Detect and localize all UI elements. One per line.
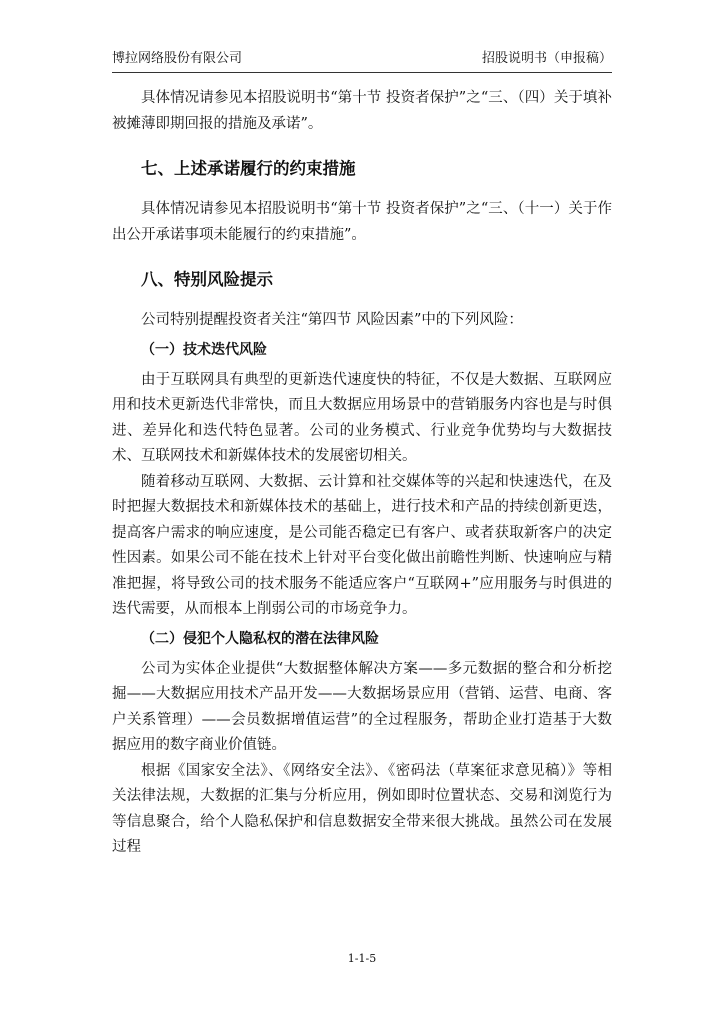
subsection-2-paragraph-1: 公司为实体企业提供“大数据整体解决方案——多元数据的整合和分析挖掘——大数据应用技术产品开发——大数据场景应用（营销、运营、电商、客户关系管理）——会员数据增值运营”的全过程服务，帮助企业打造基于大数据应用的数字商业价值链。: [112, 660, 612, 753]
section-8-intro: 公司特别提醒投资者关注“第四节 风险因素”中的下列风险：: [141, 312, 523, 328]
subsection-2-heading: （二）侵犯个人隐私权的潜在法律风险: [141, 630, 379, 647]
subsection-1-heading: （一）技术迭代风险: [141, 341, 267, 358]
intro-paragraph: 具体情况请参见本招股说明书“第十节 投资者保护”之“三、（四）关于填补被摊薄即期回报的措施及承诺”。: [112, 90, 612, 132]
section-7-heading: 七、上述承诺履行的约束措施: [141, 159, 356, 178]
section-7-paragraph: 具体情况请参见本招股说明书“第十节 投资者保护”之“三、（十一）关于作出公开承诺事项未能履行的约束措施”。: [112, 201, 612, 243]
header-company-name: 博拉网络股份有限公司: [112, 51, 243, 66]
subsection-1-paragraph-1: 由于互联网具有典型的更新迭代速度快的特征，不仅是大数据、互联网应用和技术更新迭代非常快，而且大数据应用场景中的营销服务内容也是与时俱进、差异化和迭代特色显著。公司的业务模式、行业竞争优势均与大数据技术、互联网技术和新媒体技术的发展密切相关。: [112, 371, 612, 464]
header-document-type: 招股说明书（申报稿）: [481, 51, 612, 66]
section-8-heading: 八、特别风险提示: [141, 270, 273, 289]
document-body: [112, 86, 612, 861]
subsection-1-paragraph-2: 随着移动互联网、大数据、云计算和社交媒体等的兴起和快速迭代，在及时把握大数据技术和新媒体技术的基础上，进行技术和产品的持续创新更迭，提高客户需求的响应速度，是公司能否稳定已有客户、或者获取新客户的决定性因素。如果公司不能在技术上针对平台变化做出前瞻性判断、快速响应与精准把握，将导致公司的技术服务不能适应客户“互联网+”应用服务与时俱进的迭代需要，从而根本上削弱公司的市场竞争力。: [112, 473, 612, 617]
subsection-2-paragraph-2: 根据《国家安全法》、《网络安全法》、《密码法（草案征求意见稿）》等相关法律法规，大数据的汇集与分析应用，例如即时位置状态、交易和浏览行为等信息聚合，给个人隐私保护和信息数据安全带来很大挑战。虽然公司在发展过程: [112, 762, 612, 855]
page-header: [112, 50, 612, 73]
page-number: 1-1-5: [347, 952, 377, 965]
